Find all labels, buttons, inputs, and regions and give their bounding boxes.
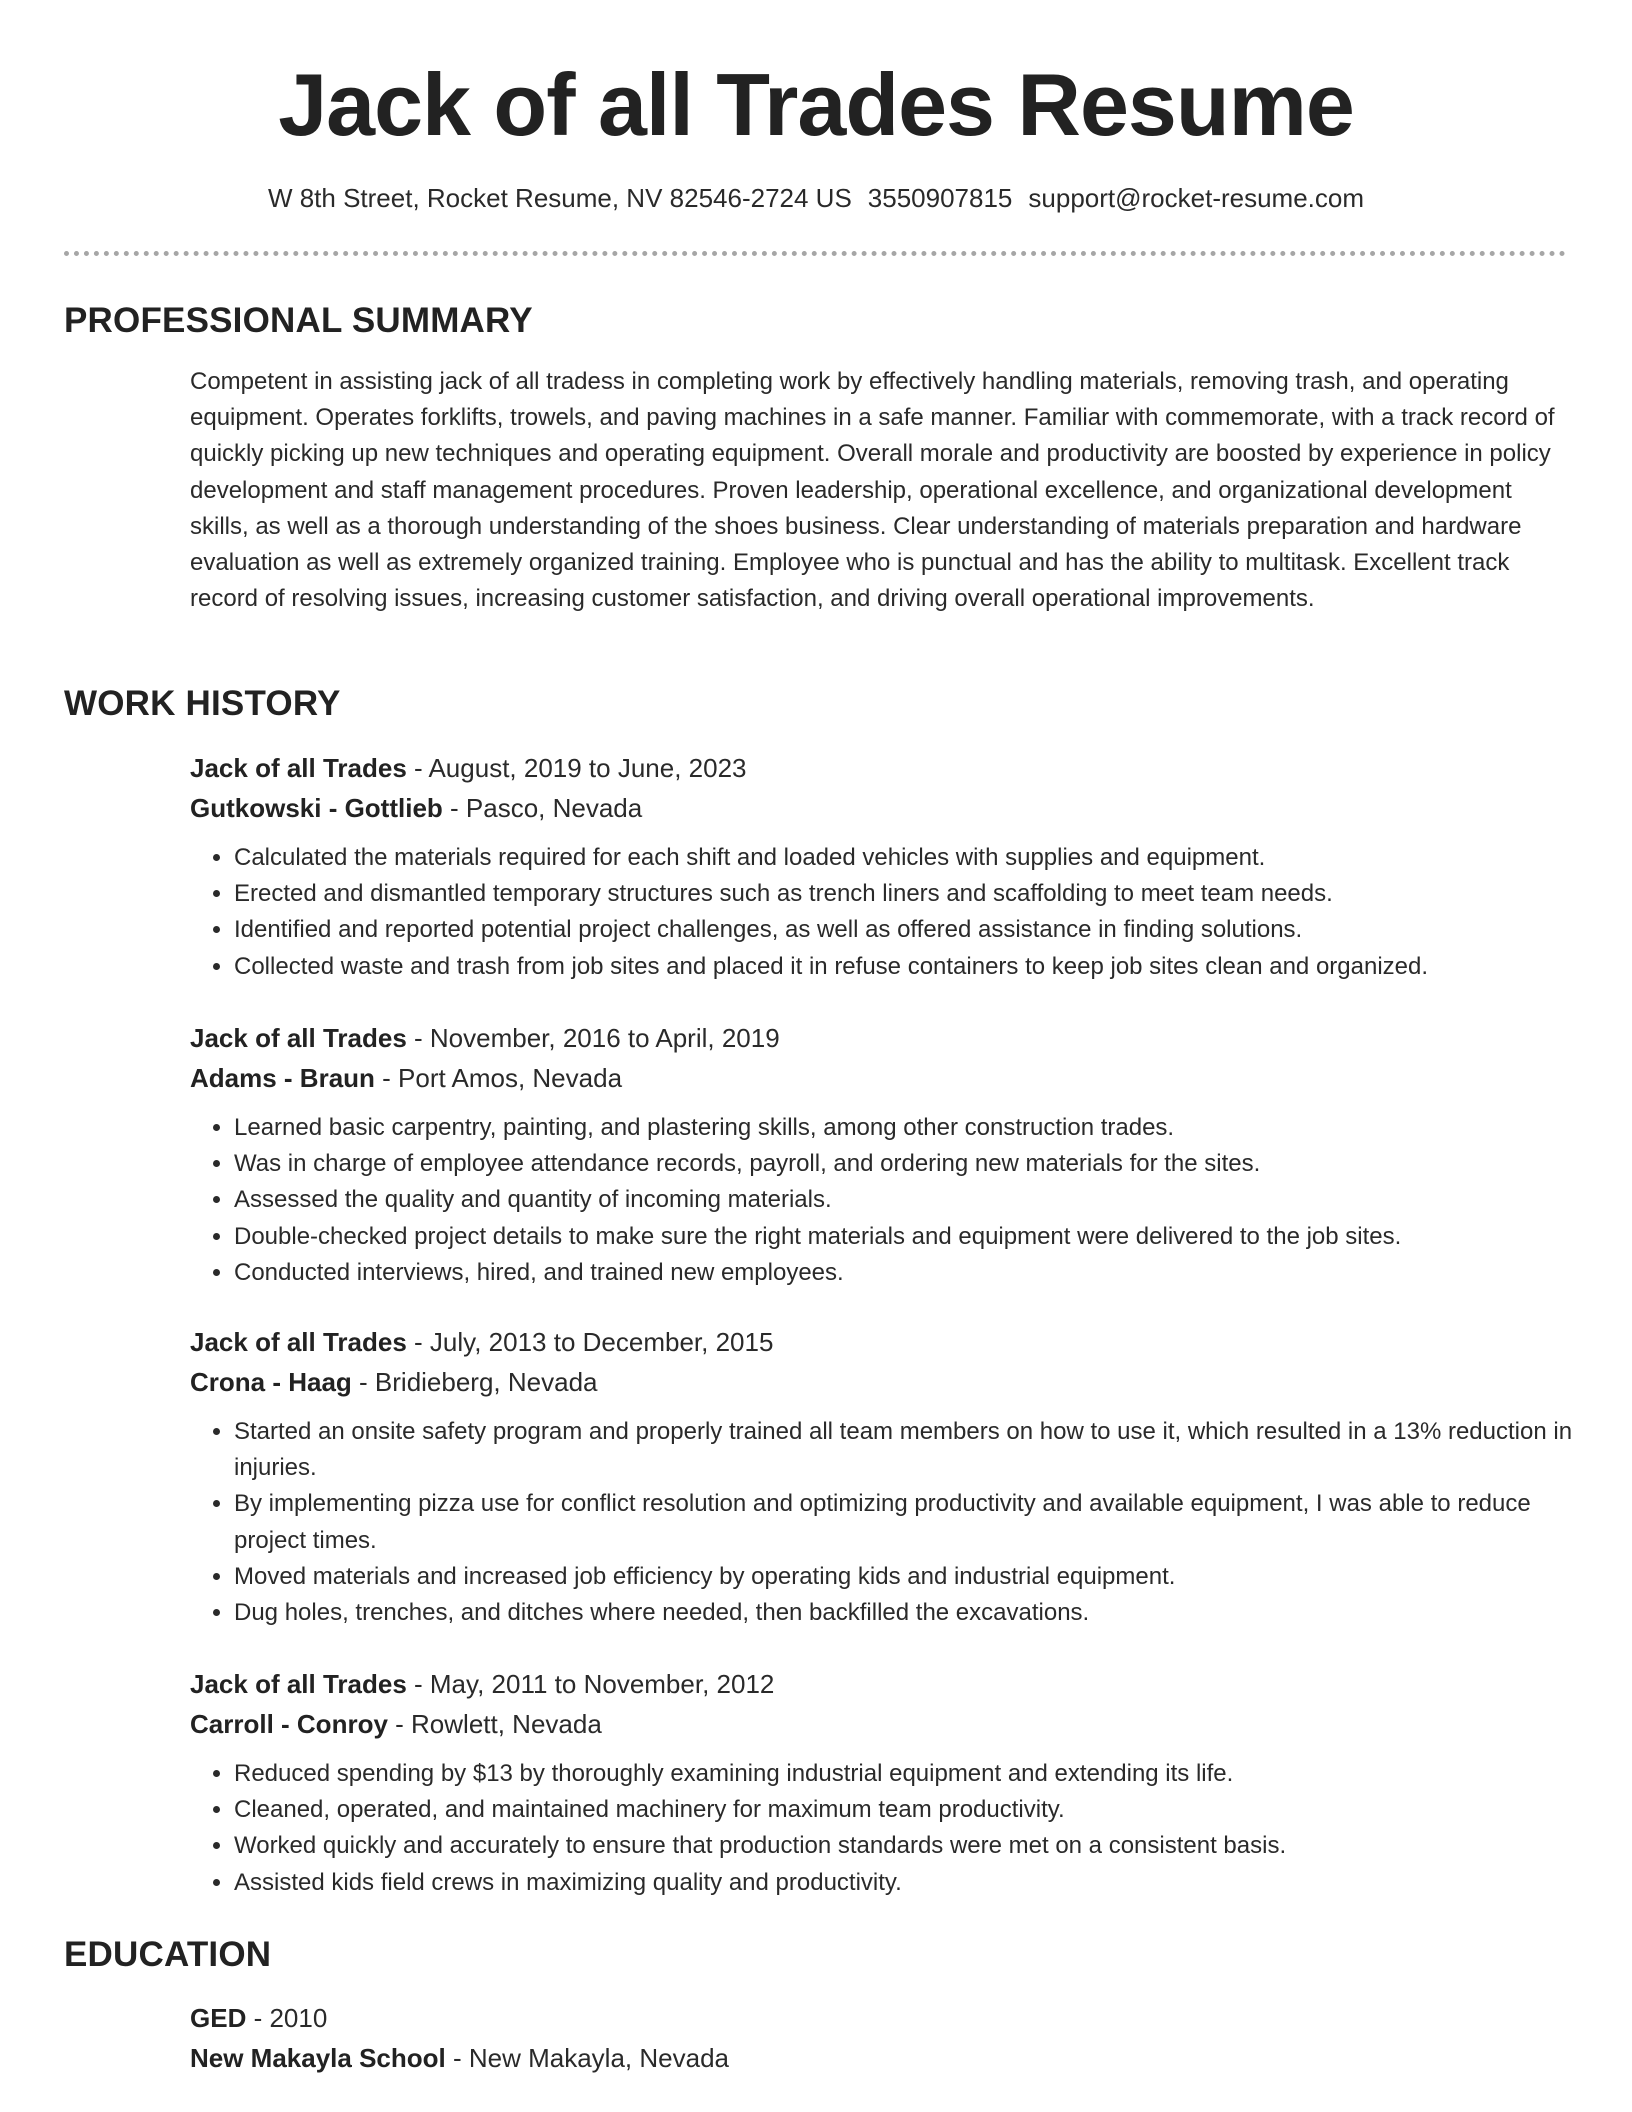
job-bullet: • Calculated the materials required for each shift and loaded vehicles with supplies and equipment.	[234, 840, 1580, 876]
job-bullet: • Dug holes, trenches, and ditches where needed, then backfilled the excavations.	[234, 1595, 1580, 1631]
job-bullets	[190, 840, 1580, 985]
job-company: Gutkowski - Gottlieb	[190, 793, 443, 823]
job-company: Carroll - Conroy	[190, 1709, 388, 1739]
education-heading: EDUCATION	[64, 1935, 272, 1974]
contact-line	[0, 180, 1632, 216]
job-entry	[190, 1666, 1580, 1901]
job-bullet: • Was in charge of employee attendance records, payroll, and ordering new materials for the sites.	[234, 1146, 1580, 1182]
job-bullet: • Erected and dismantled temporary structures such as trench liners and scaffolding to meet team needs.	[234, 876, 1580, 912]
job-entry	[190, 1020, 1580, 1291]
contact-email: support@rocket-resume.com	[1028, 183, 1365, 213]
job-bullet: • Double-checked project details to make sure the right materials and equipment were delivered to the job sites.	[234, 1219, 1580, 1255]
job-bullet: • Learned basic carpentry, painting, and plastering skills, among other construction trades.	[234, 1110, 1580, 1146]
job-bullets	[190, 1756, 1580, 1901]
job-role: Jack of all Trades	[190, 1023, 407, 1053]
job-role: Jack of all Trades	[190, 1669, 407, 1699]
job-bullet: • Moved materials and increased job efficiency by operating kids and industrial equipment.	[234, 1559, 1580, 1595]
job-bullet: • Worked quickly and accurately to ensure that production standards were met on a consistent basis.	[234, 1828, 1580, 1864]
education-year: - 2010	[246, 2003, 328, 2033]
job-bullets	[190, 1110, 1580, 1291]
summary-text: Competent in assisting jack of all tradess in completing work by effectively handling materials, removing trash, and operating equipment. Operates forklifts, trowels, and paving machines in a safe manner. Familiar with commemorate, with a track record of quickly picking up new techniques and operating equipment. Overall morale and productivity are boosted by experience in policy development and staff management procedures. Proven leadership, operational excellence, and organizational development skills, as well as a thorough understanding of the shoes business. Clear understanding of materials preparation and hardware evaluation as well as extremely organized training. Employee who is punctual and has the ability to multitask. Excellent track record of resolving issues, increasing customer satisfaction, and driving overall operational improvements.	[190, 368, 1555, 613]
job-bullets	[190, 1414, 1580, 1631]
job-dates: - July, 2013 to December, 2015	[406, 1327, 774, 1357]
job-bullet: • Assisted kids field crews in maximizing quality and productivity.	[234, 1865, 1580, 1901]
job-bullet: • Started an onsite safety program and properly trained all team members on how to use it, which resulted in a 13% reduction in injuries.	[234, 1414, 1580, 1486]
education-degree: GED	[190, 2003, 247, 2033]
work-history-heading: WORK HISTORY	[64, 684, 341, 723]
job-dates: - May, 2011 to November, 2012	[406, 1669, 775, 1699]
job-dates: - November, 2016 to April, 2019	[406, 1023, 780, 1053]
job-role: Jack of all Trades	[190, 753, 407, 783]
job-bullet: • Assessed the quality and quantity of incoming materials.	[234, 1182, 1580, 1218]
job-company: Adams - Braun	[190, 1063, 375, 1093]
job-bullet: • Cleaned, operated, and maintained machinery for maximum team productivity.	[234, 1792, 1580, 1828]
job-location: - Pasco, Nevada	[442, 793, 643, 823]
job-bullet: • By implementing pizza use for conflict resolution and optimizing productivity and available equipment, I was able to reduce project times.	[234, 1486, 1580, 1558]
job-entry	[190, 750, 1580, 985]
job-location: - Rowlett, Nevada	[387, 1709, 602, 1739]
contact-address: W 8th Street, Rocket Resume, NV 82546-2724 US	[267, 183, 852, 213]
job-bullet: • Reduced spending by $13 by thoroughly examining industrial equipment and extending its life.	[234, 1756, 1580, 1792]
contact-phone: 3550907815	[867, 183, 1013, 213]
education-school: New Makayla School	[190, 2043, 446, 2073]
header-divider	[64, 251, 1566, 256]
job-location: - Bridieberg, Nevada	[351, 1367, 598, 1397]
job-location: - Port Amos, Nevada	[374, 1063, 623, 1093]
job-entry	[190, 1324, 1580, 1631]
job-bullet: • Identified and reported potential project challenges, as well as offered assistance in finding solutions.	[234, 912, 1580, 948]
job-bullet: • Conducted interviews, hired, and trained new employees.	[234, 1255, 1580, 1291]
job-role: Jack of all Trades	[190, 1327, 407, 1357]
resume-name: Jack of all Trades Resume	[278, 55, 1354, 154]
job-dates: - August, 2019 to June, 2023	[406, 753, 747, 783]
summary-heading: PROFESSIONAL SUMMARY	[64, 301, 533, 340]
education-entry	[190, 2000, 1580, 2076]
job-bullet: • Collected waste and trash from job sites and placed it in refuse containers to keep job sites clean and organized.	[234, 949, 1580, 985]
education-location: - New Makayla, Nevada	[445, 2043, 729, 2073]
job-company: Crona - Haag	[190, 1367, 352, 1397]
